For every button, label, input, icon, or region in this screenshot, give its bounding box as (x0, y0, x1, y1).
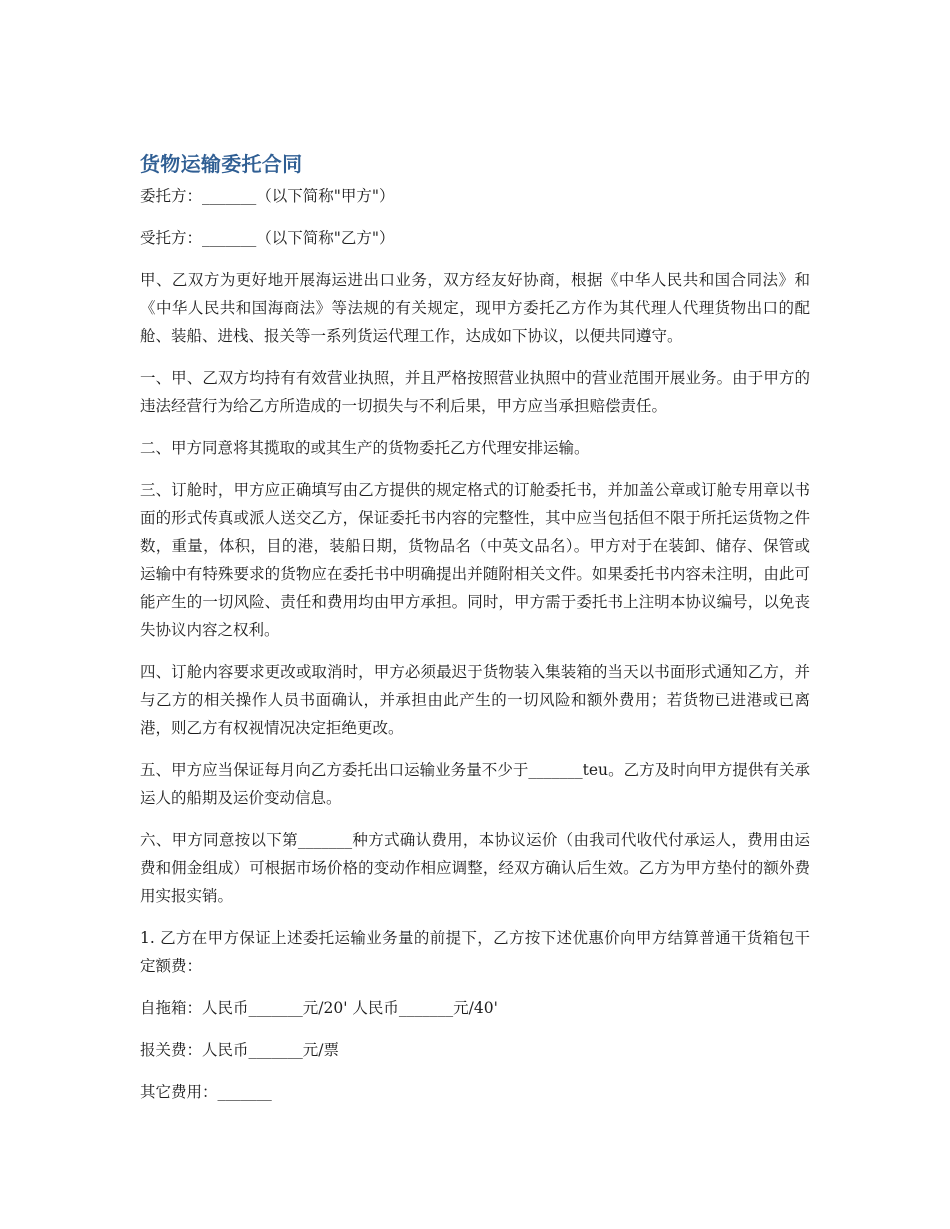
clause-2: 二、甲方同意将其揽取的或其生产的货物委托乙方代理安排运输。 (140, 439, 590, 457)
clause-4: 四、订舱内容要求更改或取消时，甲方必须最迟于货物装入集装箱的当天以书面形式通知乙方，并与乙方的相关操作人员书面确认，并承担由此产生的一切风险和额外费用；若货物已进港或已离港，则乙方有权视情况决定拒绝更改。 (140, 663, 810, 737)
fee-self-haul: 自拖箱：人民币_______元/20' 人民币_______元/40' (140, 999, 498, 1017)
fee-customs: 报关费：人民币_______元/票 (140, 1041, 339, 1059)
party-a-line: 委托方：_______（以下简称"甲方"） (140, 187, 395, 205)
clause-5: 五、甲方应当保证每月向乙方委托出口运输业务量不少于_______teu。乙方及时向甲方提供有关承运人的船期及运价变动信息。 (140, 761, 810, 807)
clause-3: 三、订舱时，甲方应正确填写由乙方提供的规定格式的订舱委托书，并加盖公章或订舱专用章以书面的形式传真或派人送交乙方，保证委托书内容的完整性，其中应当包括但不限于所托运货物之件数，重量，体积，目的港，装船日期，货物品名（中英文品名）。甲方对于在装卸、储存、保管或运输中有特殊要求的货物应在委托书中明确提出并随附相关文件。如果委托书内容未注明，由此可能产生的一切风险、责任和费用均由甲方承担。同时，甲方需于委托书上注明本协议编号，以免丧失协议内容之权利。 (140, 481, 810, 639)
clause-1: 一、甲、乙双方均持有有效营业执照，并且严格按照营业执照中的营业范围开展业务。由于甲方的违法经营行为给乙方所造成的一切损失与不利后果，甲方应当承担赔偿责任。 (140, 369, 810, 415)
document-page (140, 150, 810, 1120)
document-title: 货物运输委托合同 (140, 152, 303, 176)
fee-other: 其它费用：_______ (140, 1083, 272, 1101)
clause-6: 六、甲方同意按以下第_______种方式确认费用，本协议运价（由我司代收代付承运人，费用由运费和佣金组成）可根据市场价格的变动作相应调整，经双方确认后生效。乙方为甲方垫付的额外费用实报实销。 (140, 831, 810, 905)
party-b-line: 受托方：_______（以下简称"乙方"） (140, 229, 395, 247)
preamble-paragraph: 甲、乙双方为更好地开展海运进出口业务，双方经友好协商，根据《中华人民共和国合同法》和《中华人民共和国海商法》等法规的有关规定，现甲方委托乙方作为其代理人代理货物出口的配舱、装船、进栈、报关等一系列货运代理工作，达成如下协议，以便共同遵守。 (140, 271, 810, 345)
clause-6-item-1: 1. 乙方在甲方保证上述委托运输业务量的前提下，乙方按下述优惠价向甲方结算普通干货箱包干定额费： (140, 929, 810, 975)
